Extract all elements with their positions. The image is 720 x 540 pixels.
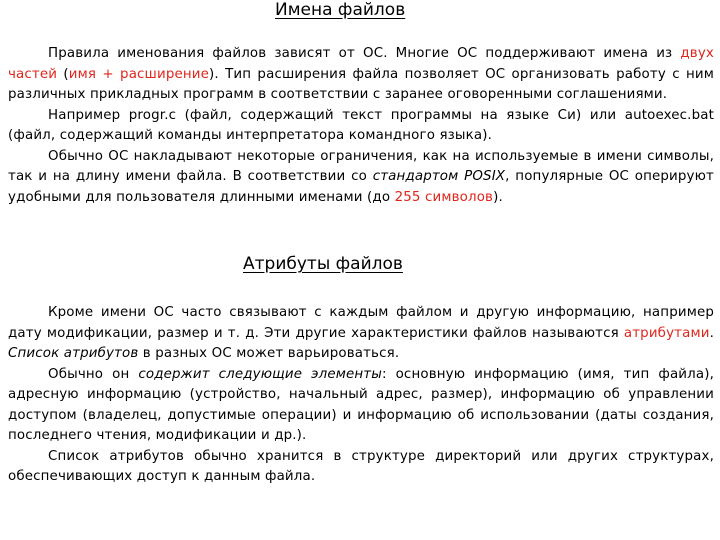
section-title-file-attributes: Атрибуты файлов xyxy=(243,254,403,274)
text: Обычно ОС накладывают некоторые ограничения, как на используемые в имени символы, так и на длину имени файла. В соответствии со xyxy=(8,148,714,184)
paragraph-attributes-intro xyxy=(8,303,714,365)
highlight-255-chars: 255 символов xyxy=(394,189,494,205)
highlight-name-extension: имя + расширение xyxy=(68,66,209,82)
text: в разных ОС может варьироваться. xyxy=(138,346,400,361)
paragraph-attributes-storage: Список атрибутов обычно хранится в структуре директорий или других структурах, обеспечивающих доступ к данным файла. xyxy=(8,448,714,484)
text: , популярные ОС оперируют удобными для пользователя длинными именами (до xyxy=(8,169,714,205)
text: Кроме имени ОС часто связывают с каждым файлом и другую информацию, например дату модификации, размер и т. д. Эти другие характеристики файлов называются xyxy=(8,305,714,341)
file-attributes-section xyxy=(8,303,714,488)
file-names-section xyxy=(8,44,714,208)
paragraph-examples: Например progr.c (файл, содержащий текст программы на языке Си) или autoexec.bat (файл, содержащий команды интерпретатора командного языка). xyxy=(8,107,714,143)
text: Обычно он xyxy=(48,366,139,382)
text: : основную информацию (имя, тип файла), адресную информацию (устройство, начальный адрес, размер), информацию об управлении доступом (владелец, допустимые операции) и информацию об использовании (даты создания, последнего чтения, модификации и др.). xyxy=(8,366,714,443)
text: . xyxy=(709,325,714,341)
text: ( xyxy=(57,66,69,82)
paragraph-restrictions xyxy=(8,147,714,209)
paragraph-naming-rules xyxy=(8,44,714,106)
highlight-two-parts: двух частей xyxy=(8,46,714,82)
attribute-list-term: Список атрибутов xyxy=(8,346,139,361)
text: ). Тип расширения файла позволяет ОС организовать работу с ним различных прикладных программ в соответствии с заранее оговоренными соглашениями. xyxy=(8,66,714,102)
paragraph-attributes-contents xyxy=(8,365,714,447)
section-title-file-names: Имена файлов xyxy=(275,0,406,20)
posix-standard-term: стандартом POSIX xyxy=(372,169,506,184)
highlight-attributes: атрибутами xyxy=(623,325,710,341)
text: ). xyxy=(493,189,503,205)
text: Правила именования файлов зависят от ОС. Многие ОС поддерживают имена из xyxy=(48,46,681,61)
contains-elements-term: содержит следующие элементы xyxy=(138,366,382,382)
